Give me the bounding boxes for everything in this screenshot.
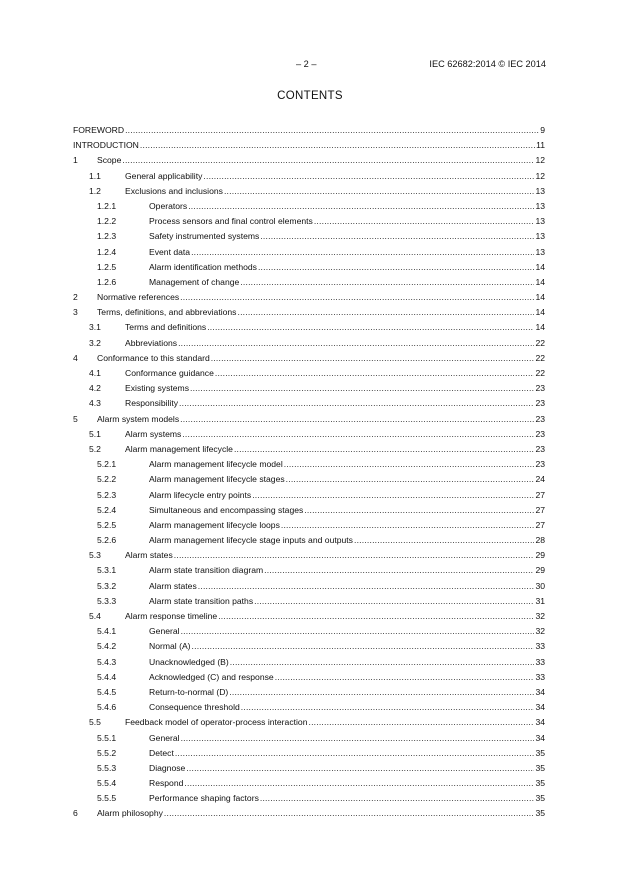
toc-entry-page: 24 (535, 474, 545, 485)
toc-leader-dots (191, 245, 534, 260)
standard-reference: IEC 62682:2014 © IEC 2014 (429, 59, 546, 69)
toc-leader-dots (284, 457, 535, 472)
toc-entry[interactable] (73, 715, 545, 730)
toc-entry-page: 14 (535, 261, 545, 272)
toc-entry-title: Return-to-normal (D) (149, 686, 229, 697)
toc-entry-number: 5.5.4 (97, 778, 117, 789)
toc-entry[interactable] (73, 518, 545, 533)
toc-entry-title: Normative references (97, 292, 180, 303)
toc-entry-title: Conformance guidance (125, 368, 214, 378)
toc-entry-page: 22 (535, 368, 545, 378)
toc-leader-dots (254, 594, 534, 609)
toc-entry[interactable] (73, 123, 545, 138)
toc-entry[interactable] (73, 381, 545, 396)
toc-leader-dots (240, 275, 534, 290)
toc-entry-page: 34 (535, 686, 545, 697)
toc-entry-page: 35 (535, 793, 545, 804)
toc-entry[interactable] (73, 472, 545, 487)
toc-entry-number: 4.3 (89, 398, 101, 409)
toc-leader-dots (182, 427, 534, 442)
toc-entry-title: INTRODUCTION (73, 140, 139, 151)
toc-entry-number: 5.5.5 (97, 793, 117, 804)
toc-entry[interactable] (73, 655, 545, 670)
toc-entry-title: Alarm states (125, 550, 173, 561)
toc-leader-dots (308, 715, 534, 730)
toc-entry-number: 5.4.4 (97, 671, 117, 682)
toc-entry-page: 29 (535, 550, 545, 561)
toc-entry[interactable] (73, 138, 545, 153)
page-title: CONTENTS (277, 90, 343, 102)
toc-entry-number: 1.2 (89, 185, 101, 196)
toc-entry-page: 32 (535, 611, 545, 621)
toc-leader-dots (188, 199, 534, 214)
toc-entry-page: 11 (536, 140, 545, 151)
toc-leader-dots (175, 746, 535, 761)
toc-leader-dots (198, 579, 535, 594)
toc-entry[interactable] (73, 670, 545, 685)
toc-entry-page: 35 (535, 762, 545, 773)
toc-leader-dots (140, 138, 535, 153)
toc-entry-title: Operators (149, 200, 188, 211)
toc-entry-title: General (149, 626, 180, 637)
toc-entry-page: 29 (535, 565, 545, 576)
toc-entry-title: Abbreviations (125, 337, 178, 348)
toc-entry-page: 28 (535, 535, 545, 546)
toc-entry-page: 23 (535, 443, 545, 454)
toc-entry-number: 4 (73, 352, 78, 363)
toc-entry[interactable] (73, 563, 545, 578)
toc-leader-dots (174, 548, 535, 563)
toc-entry[interactable] (73, 153, 545, 168)
toc-entry-number: 5.2.6 (97, 535, 117, 546)
toc-entry-title: Event data (149, 246, 191, 257)
toc-entry-title: Alarm systems (125, 428, 182, 439)
toc-entry-number: 5.2.3 (97, 489, 117, 500)
toc-entry-title: Exclusions and inclusions (125, 185, 223, 196)
toc-leader-dots (237, 305, 534, 320)
toc-entry-page: 31 (535, 595, 545, 606)
toc-leader-dots (180, 290, 534, 305)
toc-leader-dots (258, 260, 534, 275)
toc-entry-title: Alarm states (149, 580, 197, 591)
toc-entry[interactable] (73, 533, 545, 548)
toc-entry-page: 13 (535, 200, 545, 211)
toc-entry-number: 1.2.5 (97, 261, 117, 272)
toc-entry-number: 5.2.5 (97, 519, 117, 530)
toc-entry-page: 13 (535, 231, 545, 242)
toc-leader-dots (184, 776, 534, 791)
toc-entry-number: 1 (73, 155, 78, 166)
toc-entry[interactable] (73, 412, 545, 427)
toc-leader-dots (125, 123, 539, 138)
toc-entry-page: 27 (535, 519, 545, 530)
toc-entry-title: Management of change (149, 276, 240, 287)
toc-leader-dots (164, 806, 535, 821)
toc-entry-page: 14 (535, 276, 545, 287)
toc-entry-number: 5.3.1 (97, 565, 117, 576)
toc-leader-dots (215, 366, 535, 381)
toc-leader-dots (203, 169, 534, 184)
toc-entry-number: 1.2.3 (97, 231, 117, 242)
toc-entry-number: 4.2 (89, 383, 101, 394)
toc-entry-number: 5.5.2 (97, 747, 117, 758)
toc-entry-number: 5.4.2 (97, 641, 117, 652)
toc-entry-page: 14 (535, 292, 545, 303)
toc-entry-title: Normal (A) (149, 641, 191, 652)
toc-leader-dots (192, 639, 535, 654)
table-of-contents (73, 123, 545, 822)
toc-entry[interactable] (73, 685, 545, 700)
toc-entry-page: 35 (535, 808, 545, 819)
toc-entry-title: Safety instrumented systems (149, 231, 260, 242)
toc-entry-page: 23 (535, 413, 545, 424)
toc-leader-dots (230, 655, 535, 670)
toc-leader-dots (286, 472, 535, 487)
toc-entry-number: 5.3 (89, 550, 101, 561)
toc-entry-number: 6 (73, 808, 78, 819)
toc-entry[interactable] (73, 548, 545, 563)
toc-entry[interactable] (73, 320, 545, 335)
toc-entry-title: Performance shaping factors (149, 793, 259, 804)
toc-entry-title: Terms, definitions, and abbreviations (97, 307, 237, 318)
toc-entry[interactable] (73, 791, 545, 806)
toc-entry[interactable] (73, 806, 545, 821)
toc-entry-title: Alarm management lifecycle model (149, 459, 283, 470)
toc-entry-title: Unacknowledged (B) (149, 656, 229, 667)
toc-entry-number: 1.2.2 (97, 216, 117, 227)
toc-entry-number: 5.5 (89, 717, 101, 728)
toc-leader-dots (190, 381, 534, 396)
toc-entry-page: 27 (535, 504, 545, 515)
toc-entry-title: Conformance to this standard (97, 352, 210, 363)
toc-entry[interactable] (73, 639, 545, 654)
toc-entry-page: 9 (540, 125, 545, 135)
toc-entry[interactable] (73, 336, 545, 351)
toc-entry-title: Alarm response timeline (125, 611, 218, 621)
toc-entry-page: 33 (535, 641, 545, 652)
toc-entry[interactable] (73, 700, 545, 715)
toc-leader-dots (241, 700, 535, 715)
toc-entry-title: Process sensors and final control elements (149, 216, 313, 227)
toc-entry[interactable] (73, 731, 545, 746)
toc-leader-dots (275, 670, 535, 685)
toc-entry-title: Alarm management lifecycle stage inputs and outputs (149, 535, 353, 546)
toc-entry-number: 5.5.3 (97, 762, 117, 773)
toc-entry-title: FOREWORD (73, 125, 125, 135)
toc-leader-dots (304, 503, 534, 518)
toc-entry-page: 34 (535, 732, 545, 743)
page-header (0, 59, 620, 73)
toc-leader-dots (281, 518, 535, 533)
toc-leader-dots (224, 184, 535, 199)
toc-entry-page: 13 (535, 246, 545, 257)
toc-entry-page: 13 (535, 185, 545, 196)
toc-leader-dots (260, 791, 535, 806)
toc-entry-number: 5.2.2 (97, 474, 117, 485)
toc-entry[interactable] (73, 260, 545, 275)
toc-entry-title: Alarm management lifecycle stages (149, 474, 285, 485)
toc-entry-page: 35 (535, 747, 545, 758)
toc-entry-number: 2 (73, 292, 78, 303)
toc-entry-title: Acknowledged (C) and response (149, 671, 274, 682)
toc-entry-page: 23 (535, 383, 545, 394)
toc-entry-number: 5.4.5 (97, 686, 117, 697)
toc-entry-page: 23 (535, 398, 545, 409)
toc-entry[interactable] (73, 245, 545, 260)
toc-entry[interactable] (73, 351, 545, 366)
toc-entry[interactable] (73, 427, 545, 442)
toc-entry-title: Alarm state transition paths (149, 595, 254, 606)
toc-entry-page: 23 (535, 459, 545, 470)
toc-entry-title: General (149, 732, 180, 743)
toc-entry-number: 5.5.1 (97, 732, 117, 743)
toc-leader-dots (207, 320, 534, 335)
toc-leader-dots (354, 533, 534, 548)
toc-entry-page: 13 (535, 216, 545, 227)
toc-entry-page: 22 (535, 352, 545, 363)
toc-leader-dots (181, 731, 535, 746)
toc-entry-title: Alarm identification methods (149, 261, 257, 272)
toc-entry-title: Existing systems (125, 383, 189, 394)
toc-entry[interactable] (73, 609, 545, 624)
toc-entry-page: 34 (535, 702, 545, 713)
toc-entry-title: Alarm lifecycle entry points (149, 489, 252, 500)
toc-leader-dots (178, 336, 534, 351)
toc-entry-title: Scope (97, 155, 122, 166)
toc-entry[interactable] (73, 396, 545, 411)
toc-entry-page: 23 (535, 428, 545, 439)
toc-entry-page: 33 (535, 656, 545, 667)
toc-entry-number: 5.3.3 (97, 595, 117, 606)
toc-entry-number: 5.3.2 (97, 580, 117, 591)
toc-entry[interactable] (73, 229, 545, 244)
toc-entry-title: Respond (149, 778, 184, 789)
toc-leader-dots (260, 229, 534, 244)
toc-entry-title: Alarm system models (97, 413, 180, 424)
toc-entry-page: 30 (535, 580, 545, 591)
toc-entry-page: 12 (535, 170, 545, 181)
toc-entry-page: 35 (535, 778, 545, 789)
toc-entry-page: 34 (535, 717, 545, 728)
toc-entry[interactable] (73, 594, 545, 609)
toc-entry[interactable] (73, 199, 545, 214)
toc-leader-dots (179, 396, 534, 411)
toc-leader-dots (122, 153, 534, 168)
toc-entry-number: 5.2.4 (97, 504, 117, 515)
toc-entry-title: Alarm management lifecycle (125, 443, 233, 454)
toc-leader-dots (186, 761, 534, 776)
toc-leader-dots (218, 609, 534, 624)
toc-entry-number: 3 (73, 307, 78, 318)
toc-entry-number: 4.1 (89, 368, 101, 378)
toc-entry[interactable] (73, 442, 545, 457)
toc-entry-page: 12 (535, 155, 545, 166)
toc-leader-dots (314, 214, 535, 229)
toc-entry-title: Feedback model of operator-process interaction (125, 717, 308, 728)
toc-entry-number: 5 (73, 413, 78, 424)
toc-entry[interactable] (73, 746, 545, 761)
toc-entry-page: 22 (535, 337, 545, 348)
toc-entry-number: 5.4.3 (97, 656, 117, 667)
toc-entry-page: 33 (535, 671, 545, 682)
toc-entry-title: Simultaneous and encompassing stages (149, 504, 304, 515)
toc-entry[interactable] (73, 624, 545, 639)
toc-entry-title: Alarm philosophy (97, 808, 163, 819)
toc-entry[interactable] (73, 184, 545, 199)
toc-entry[interactable] (73, 579, 545, 594)
toc-entry-page: 27 (535, 489, 545, 500)
toc-leader-dots (180, 412, 534, 427)
toc-entry-number: 1.1 (89, 170, 101, 181)
toc-entry-page: 32 (535, 626, 545, 637)
toc-entry[interactable] (73, 214, 545, 229)
toc-entry[interactable] (73, 290, 545, 305)
toc-leader-dots (229, 685, 534, 700)
toc-entry-title: General applicability (125, 170, 203, 181)
toc-entry[interactable] (73, 366, 545, 381)
toc-entry-number: 5.2.1 (97, 459, 117, 470)
toc-entry[interactable] (73, 503, 545, 518)
toc-entry-title: Terms and definitions (125, 322, 207, 333)
toc-entry-number: 5.4.1 (97, 626, 117, 637)
toc-entry-number: 1.2.1 (97, 200, 117, 211)
toc-entry-title: Detect (149, 747, 174, 758)
toc-entry-title: Alarm state transition diagram (149, 565, 264, 576)
toc-entry-page: 14 (535, 322, 545, 333)
toc-leader-dots (211, 351, 535, 366)
toc-entry-number: 5.4 (89, 611, 101, 621)
toc-entry[interactable] (73, 761, 545, 776)
toc-entry[interactable] (73, 305, 545, 320)
toc-entry-page: 14 (535, 307, 545, 318)
toc-leader-dots (181, 624, 535, 639)
toc-entry[interactable] (73, 457, 545, 472)
toc-entry-title: Consequence threshold (149, 702, 240, 713)
toc-leader-dots (252, 488, 534, 503)
toc-entry-number: 5.2 (89, 443, 101, 454)
toc-entry-title: Responsibility (125, 398, 179, 409)
toc-entry-number: 5.4.6 (97, 702, 117, 713)
toc-entry[interactable] (73, 275, 545, 290)
page-number: – 2 – (296, 59, 317, 69)
toc-entry[interactable] (73, 169, 545, 184)
toc-entry[interactable] (73, 488, 545, 503)
toc-entry-title: Alarm management lifecycle loops (149, 519, 280, 530)
toc-entry-number: 3.1 (89, 322, 101, 333)
toc-leader-dots (264, 563, 534, 578)
toc-entry[interactable] (73, 776, 545, 791)
toc-entry-title: Diagnose (149, 762, 186, 773)
toc-leader-dots (234, 442, 534, 457)
toc-entry-number: 3.2 (89, 337, 101, 348)
toc-entry-number: 1.2.6 (97, 276, 117, 287)
toc-entry-number: 5.1 (89, 428, 101, 439)
toc-entry-number: 1.2.4 (97, 246, 117, 257)
